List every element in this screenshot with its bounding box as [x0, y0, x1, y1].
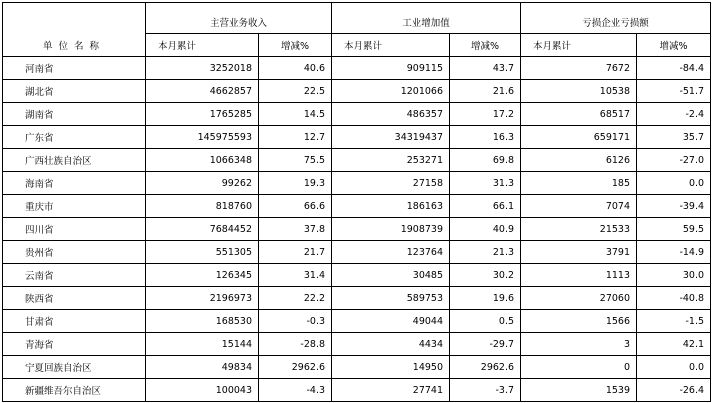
value-cell: 17.2 — [450, 103, 521, 126]
value-cell: -39.4 — [637, 195, 711, 218]
value-cell: 19.3 — [259, 172, 332, 195]
value-cell: 30485 — [332, 264, 450, 287]
value-cell: 31.3 — [450, 172, 521, 195]
value-cell: 551305 — [146, 241, 259, 264]
value-cell: 30.2 — [450, 264, 521, 287]
region-name-cell: 甘肃省 — [3, 310, 146, 333]
value-cell: 21.6 — [450, 80, 521, 103]
value-cell: 42.1 — [637, 333, 711, 356]
table-row — [3, 149, 711, 172]
value-cell: 30.0 — [637, 264, 711, 287]
value-cell: 22.5 — [259, 80, 332, 103]
table-row — [3, 356, 711, 379]
value-cell: 659171 — [521, 126, 637, 149]
value-cell: 37.8 — [259, 218, 332, 241]
value-cell: 185 — [521, 172, 637, 195]
value-cell: -28.8 — [259, 333, 332, 356]
value-cell: 2962.6 — [259, 356, 332, 379]
region-name-cell: 青海省 — [3, 333, 146, 356]
value-cell: 4662857 — [146, 80, 259, 103]
value-cell: 3 — [521, 333, 637, 356]
table-row — [3, 126, 711, 149]
value-cell: 16.3 — [450, 126, 521, 149]
region-name-cell: 陕西省 — [3, 287, 146, 310]
loss-cumulative-header: 本月累计 — [521, 34, 637, 57]
table-row — [3, 172, 711, 195]
value-cell: -3.7 — [450, 379, 521, 402]
value-cell: 68517 — [521, 103, 637, 126]
value-cell: 1113 — [521, 264, 637, 287]
value-cell: 75.5 — [259, 149, 332, 172]
table-row — [3, 80, 711, 103]
value-cell: 21533 — [521, 218, 637, 241]
value-cell: -4.3 — [259, 379, 332, 402]
table-row — [3, 264, 711, 287]
value-cell: 10538 — [521, 80, 637, 103]
value-cell: 21.7 — [259, 241, 332, 264]
value-cell: 4434 — [332, 333, 450, 356]
value-cell: 69.8 — [450, 149, 521, 172]
value-cell: 818760 — [146, 195, 259, 218]
value-cell: 40.9 — [450, 218, 521, 241]
region-name-cell: 宁夏回族自治区 — [3, 356, 146, 379]
value-cell: 486357 — [332, 103, 450, 126]
unit-name-header: 单位名称 — [3, 3, 146, 57]
value-cell: -27.0 — [637, 149, 711, 172]
value-cell: 99262 — [146, 172, 259, 195]
revenue-cumulative-header: 本月累计 — [146, 34, 259, 57]
value-cell: -84.4 — [637, 57, 711, 80]
value-cell: 0.0 — [637, 356, 711, 379]
value-cell: 49044 — [332, 310, 450, 333]
value-cell: 22.2 — [259, 287, 332, 310]
value-cell: 27060 — [521, 287, 637, 310]
value-cell: 145975593 — [146, 126, 259, 149]
value-cell: 14.5 — [259, 103, 332, 126]
region-name-cell: 湖南省 — [3, 103, 146, 126]
statistics-table — [2, 2, 711, 402]
value-cell: 1201066 — [332, 80, 450, 103]
value-cell: 123764 — [332, 241, 450, 264]
value-added-cumulative-header: 本月累计 — [332, 34, 450, 57]
value-cell: 100043 — [146, 379, 259, 402]
value-cell: 2962.6 — [450, 356, 521, 379]
value-cell: -29.7 — [450, 333, 521, 356]
table-row — [3, 57, 711, 80]
loss-change-header: 增减% — [637, 34, 711, 57]
value-cell: 126345 — [146, 264, 259, 287]
value-cell: 59.5 — [637, 218, 711, 241]
value-cell: -0.3 — [259, 310, 332, 333]
value-cell: 31.4 — [259, 264, 332, 287]
value-cell: 168530 — [146, 310, 259, 333]
value-cell: 12.7 — [259, 126, 332, 149]
region-name-cell: 海南省 — [3, 172, 146, 195]
region-name-cell: 重庆市 — [3, 195, 146, 218]
loss-header: 亏损企业亏损额 — [521, 3, 711, 34]
value-cell: -40.8 — [637, 287, 711, 310]
table-row — [3, 218, 711, 241]
value-cell: 1066348 — [146, 149, 259, 172]
value-cell: 43.7 — [450, 57, 521, 80]
value-added-change-header: 增减% — [450, 34, 521, 57]
value-cell: 589753 — [332, 287, 450, 310]
value-cell: 27158 — [332, 172, 450, 195]
value-cell: -26.4 — [637, 379, 711, 402]
value-cell: 909115 — [332, 57, 450, 80]
value-cell: -1.5 — [637, 310, 711, 333]
value-cell: 253271 — [332, 149, 450, 172]
value-added-header: 工业增加值 — [332, 3, 521, 34]
value-cell: 40.6 — [259, 57, 332, 80]
table-row — [3, 310, 711, 333]
value-cell: 1539 — [521, 379, 637, 402]
value-cell: 0 — [521, 356, 637, 379]
value-cell: 19.6 — [450, 287, 521, 310]
region-name-cell: 贵州省 — [3, 241, 146, 264]
value-cell: 186163 — [332, 195, 450, 218]
value-cell: 49834 — [146, 356, 259, 379]
value-cell: 7672 — [521, 57, 637, 80]
table-row — [3, 241, 711, 264]
region-name-cell: 广西壮族自治区 — [3, 149, 146, 172]
value-cell: 1765285 — [146, 103, 259, 126]
value-cell: -2.4 — [637, 103, 711, 126]
region-name-cell: 广东省 — [3, 126, 146, 149]
table-body — [3, 57, 711, 402]
value-cell: 7684452 — [146, 218, 259, 241]
value-cell: 21.3 — [450, 241, 521, 264]
value-cell: 66.1 — [450, 195, 521, 218]
value-cell: 3252018 — [146, 57, 259, 80]
region-name-cell: 湖北省 — [3, 80, 146, 103]
value-cell: 1566 — [521, 310, 637, 333]
value-cell: 3791 — [521, 241, 637, 264]
table-row — [3, 379, 711, 402]
table-row — [3, 333, 711, 356]
value-cell: 66.6 — [259, 195, 332, 218]
value-cell: 34319437 — [332, 126, 450, 149]
value-cell: 14950 — [332, 356, 450, 379]
region-name-cell: 新疆维吾尔自治区 — [3, 379, 146, 402]
value-cell: 0.5 — [450, 310, 521, 333]
table-row — [3, 195, 711, 218]
value-cell: 2196973 — [146, 287, 259, 310]
value-cell: 15144 — [146, 333, 259, 356]
table-row — [3, 287, 711, 310]
value-cell: -51.7 — [637, 80, 711, 103]
value-cell: 27741 — [332, 379, 450, 402]
region-name-cell: 河南省 — [3, 57, 146, 80]
value-cell: 6126 — [521, 149, 637, 172]
revenue-change-header: 增减% — [259, 34, 332, 57]
value-cell: 1908739 — [332, 218, 450, 241]
region-name-cell: 云南省 — [3, 264, 146, 287]
revenue-header: 主营业务收入 — [146, 3, 332, 34]
region-name-cell: 四川省 — [3, 218, 146, 241]
value-cell: -14.9 — [637, 241, 711, 264]
table-row — [3, 103, 711, 126]
value-cell: 7074 — [521, 195, 637, 218]
value-cell: 0.0 — [637, 172, 711, 195]
value-cell: 35.7 — [637, 126, 711, 149]
